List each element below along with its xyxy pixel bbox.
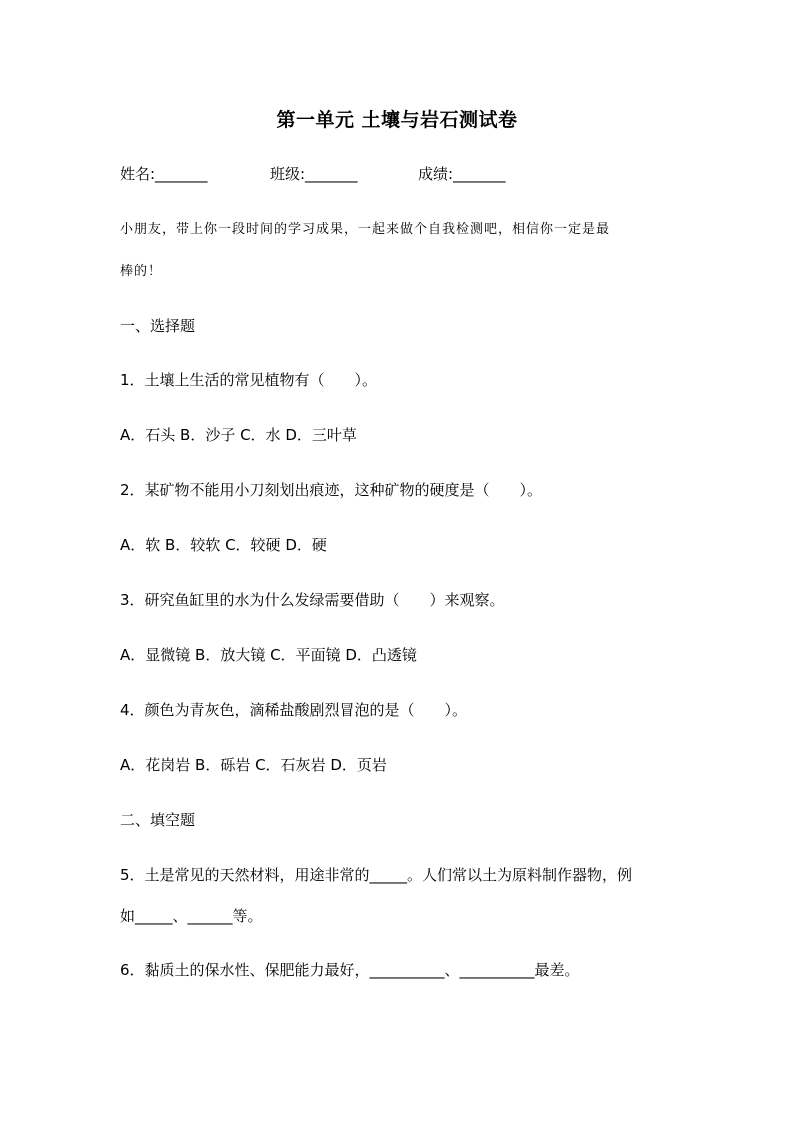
intro-line-2: 棒的！ — [120, 264, 163, 279]
section-heading-fill: 二、填空题 — [120, 811, 196, 829]
question-4-options: A．花岗岩 B．砾岩 C．石灰岩 D．页岩 — [120, 756, 387, 774]
question-5-line-2: 如_____、______等。 — [120, 907, 263, 925]
question-3: 3．研究鱼缸里的水为什么发绿需要借助（ ）来观察。 — [120, 591, 505, 609]
question-1: 1．土壤上生活的常见植物有（ ）。 — [120, 371, 378, 389]
intro-line-1: 小朋友，带上你一段时间的学习成果，一起来做个自我检测吧，相信你一定是最 — [120, 222, 611, 237]
page-title: 第一单元 土壤与岩石测试卷 — [276, 109, 518, 131]
question-3-options: A．显微镜 B．放大镜 C．平面镜 D．凸透镜 — [120, 646, 417, 664]
question-5-line-1: 5．土是常见的天然材料，用途非常的_____。人们常以土为原料制作器物，例 — [120, 866, 633, 884]
question-4: 4．颜色为青灰色，滴稀盐酸剧烈冒泡的是（ ）。 — [120, 701, 468, 719]
score-field-label: 成绩:_______ — [418, 165, 506, 183]
question-2: 2．某矿物不能用小刀刻划出痕迹，这种矿物的硬度是（ ）。 — [120, 481, 543, 499]
section-heading-choice: 一、选择题 — [120, 317, 196, 335]
question-1-options: A．石头 B．沙子 C．水 D．三叶草 — [120, 426, 357, 444]
question-2-options: A．软 B．较软 C．较硬 D．硬 — [120, 536, 327, 554]
question-6: 6．黏质土的保水性、保肥能力最好，__________、__________最差。 — [120, 961, 580, 979]
name-field-label: 姓名:_______ — [120, 165, 208, 183]
class-field-label: 班级:_______ — [270, 165, 358, 183]
